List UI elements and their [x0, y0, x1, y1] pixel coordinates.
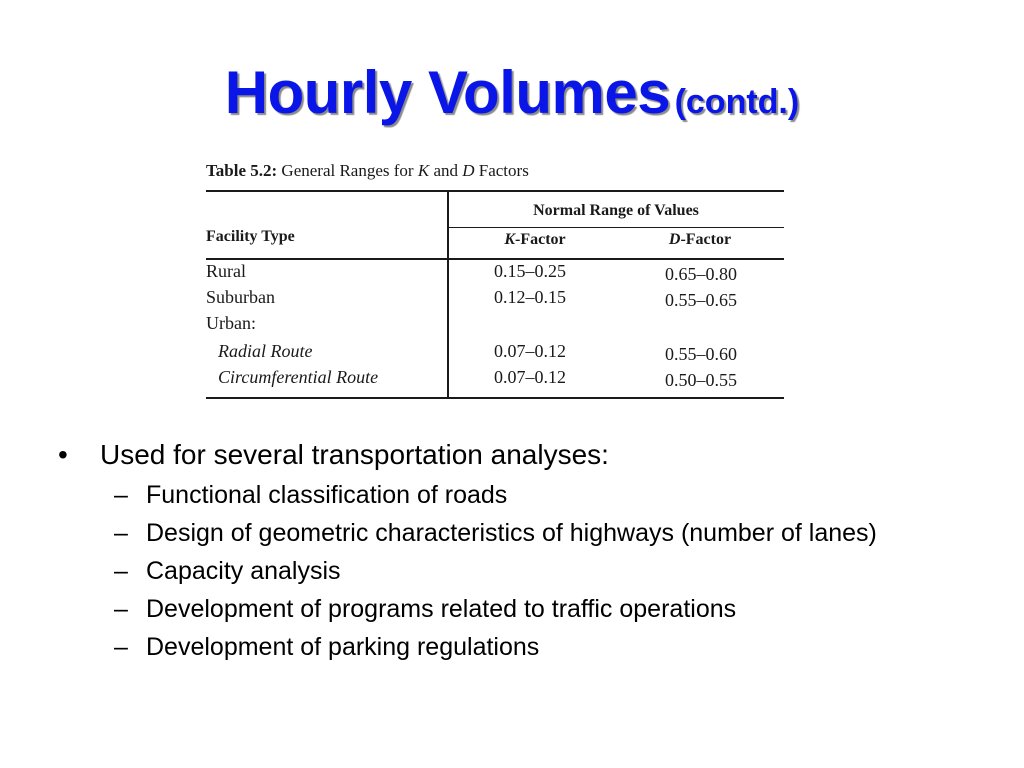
row-d-factor: 0.55–0.60 — [665, 344, 737, 364]
table-top-rule — [206, 190, 784, 192]
sub-bullet-text: Development of programs related to traffic operations — [146, 595, 737, 623]
sub-bullet — [58, 632, 946, 662]
table-col-k-factor — [470, 231, 600, 249]
sub-bullet — [58, 594, 946, 624]
table-group-header: Normal Range of Values — [533, 202, 699, 219]
sub-bullet-text: Design of geometric characteristics of highways (number of lanes) — [146, 519, 877, 547]
table-col-facility: Facility Type — [206, 228, 295, 245]
table-row — [206, 341, 784, 367]
row-k-factor: 0.07–0.12 — [494, 341, 566, 361]
row-facility: Rural — [206, 261, 246, 281]
factor-table — [200, 155, 790, 405]
row-k-factor: 0.12–0.15 — [494, 287, 566, 307]
table-row — [206, 261, 784, 287]
bullet-dot: • — [58, 439, 68, 470]
table-caption-text-post: Factors — [474, 161, 529, 180]
sub-bullet-dash: – — [114, 481, 128, 509]
row-facility: Suburban — [206, 287, 275, 307]
table-header-rule — [206, 258, 784, 260]
sub-bullet-text: Capacity analysis — [146, 557, 341, 585]
bullet-main — [58, 436, 958, 474]
sub-bullet-text: Development of parking regulations — [146, 633, 540, 661]
table-col-d-rest: -Factor — [680, 231, 732, 248]
table-col-k-letter: K — [504, 231, 516, 248]
table-caption-and: and — [429, 161, 463, 180]
table-group-rule — [448, 227, 784, 228]
slide-title — [0, 58, 1024, 127]
sub-bullet-dash: – — [114, 557, 128, 585]
table-caption-k: K — [417, 161, 430, 180]
table-col-k-rest: -Factor — [515, 231, 566, 248]
sub-bullet-text: Functional classification of roads — [146, 481, 508, 509]
row-d-factor: 0.50–0.55 — [665, 370, 737, 390]
row-k-factor: 0.15–0.25 — [494, 261, 566, 281]
table-row — [206, 313, 784, 339]
sub-bullet-dash: – — [114, 633, 128, 661]
table-bottom-rule — [206, 397, 784, 399]
row-d-factor: 0.65–0.80 — [665, 264, 737, 284]
table-col-d-factor — [620, 231, 780, 249]
table-col-d-letter: D — [668, 231, 681, 248]
table-caption-label: Table 5.2: — [206, 161, 278, 180]
sub-bullet — [58, 556, 946, 586]
row-facility: Urban: — [206, 313, 256, 333]
sub-bullet — [58, 480, 946, 510]
sub-bullet — [58, 518, 946, 548]
title-main: Hourly Volumes — [224, 59, 671, 126]
bullet-list — [58, 436, 958, 662]
row-facility: Circumferential Route — [218, 367, 379, 387]
table-caption-text-pre: General Ranges for — [281, 161, 418, 180]
row-d-factor: 0.55–0.65 — [665, 290, 737, 310]
sub-bullet-dash: – — [114, 519, 128, 547]
bullet-main-text: Used for several transportation analyses: — [100, 439, 609, 470]
sub-bullet-dash: – — [114, 595, 128, 623]
row-facility: Radial Route — [218, 341, 313, 361]
table-row — [206, 287, 784, 313]
title-sub: (contd.) — [674, 83, 800, 121]
table-caption-d: D — [462, 161, 475, 180]
table-caption — [206, 161, 529, 181]
table-row — [206, 367, 784, 393]
row-k-factor: 0.07–0.12 — [494, 367, 566, 387]
